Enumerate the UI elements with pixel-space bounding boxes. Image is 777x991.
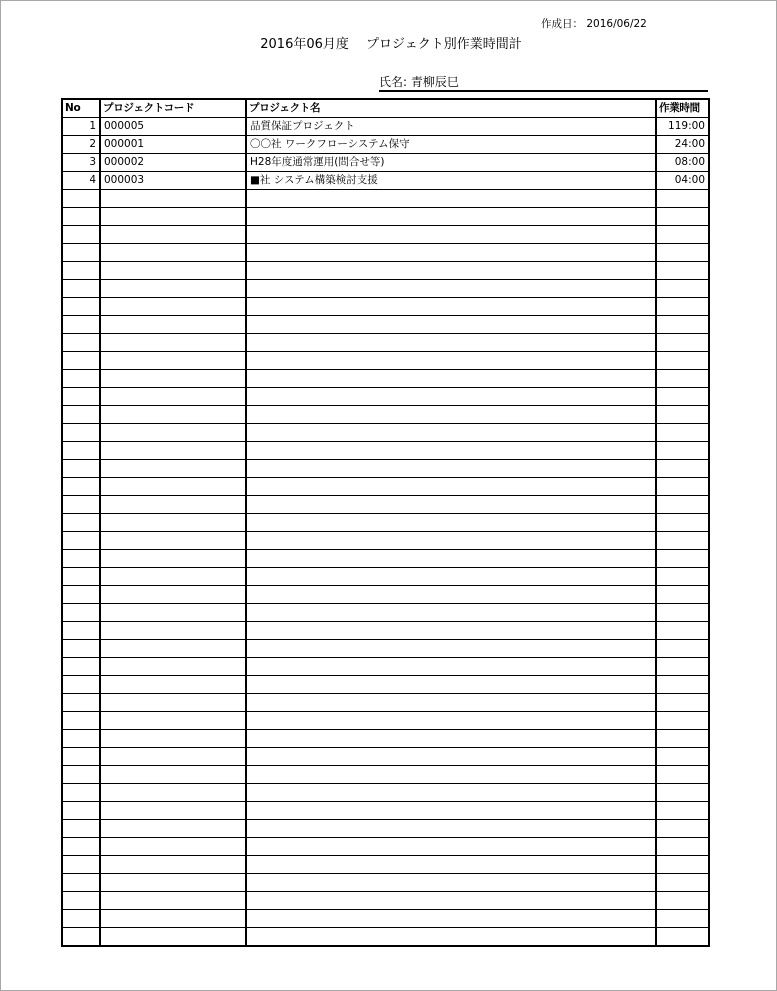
cell-work-hours [656,568,709,586]
cell-no [62,730,100,748]
empty-table-row [62,874,709,892]
cell-project-name [246,676,656,694]
cell-project-code: 000002 [100,154,246,172]
table-row [62,136,709,154]
cell-project-name [246,694,656,712]
cell-project-name [246,532,656,550]
cell-project-code [100,316,246,334]
cell-no [62,910,100,928]
employee-name-line [379,73,708,92]
cell-project-name [246,262,656,280]
cell-no [62,244,100,262]
empty-table-row [62,370,709,388]
empty-table-row [62,604,709,622]
cell-no [62,802,100,820]
cell-no [62,856,100,874]
cell-no [62,406,100,424]
cell-project-code [100,370,246,388]
cell-project-code [100,676,246,694]
cell-project-name [246,910,656,928]
cell-work-hours [656,928,709,946]
cell-no [62,586,100,604]
cell-project-name [246,874,656,892]
created-date-line [541,16,711,31]
cell-work-hours [656,226,709,244]
cell-work-hours [656,280,709,298]
cell-work-hours: 119:00 [656,118,709,136]
cell-work-hours [656,676,709,694]
empty-table-row [62,532,709,550]
cell-project-name [246,622,656,640]
project-hours-table [61,98,710,947]
cell-project-code [100,658,246,676]
cell-project-name: ■社 システム構築検討支援 [246,172,656,190]
cell-work-hours [656,892,709,910]
cell-project-name: 〇〇社 ワークフローシステム保守 [246,136,656,154]
cell-work-hours [656,550,709,568]
empty-table-row [62,802,709,820]
empty-table-row [62,478,709,496]
empty-table-row [62,244,709,262]
cell-project-name [246,838,656,856]
cell-work-hours [656,352,709,370]
cell-project-name [246,514,656,532]
cell-no [62,694,100,712]
empty-table-row [62,514,709,532]
cell-work-hours [656,208,709,226]
cell-project-name [246,784,656,802]
header-project-code: プロジェクトコード [100,99,246,118]
empty-table-row [62,424,709,442]
cell-no [62,478,100,496]
cell-project-code [100,334,246,352]
cell-no [62,226,100,244]
cell-project-code [100,496,246,514]
cell-project-code [100,208,246,226]
empty-table-row [62,262,709,280]
cell-project-code: 000005 [100,118,246,136]
cell-no [62,262,100,280]
cell-project-code [100,280,246,298]
cell-work-hours: 04:00 [656,172,709,190]
cell-project-code [100,226,246,244]
cell-no [62,874,100,892]
cell-project-name [246,712,656,730]
cell-project-name [246,730,656,748]
cell-project-name [246,460,656,478]
empty-table-row [62,856,709,874]
cell-project-code [100,550,246,568]
cell-project-code [100,604,246,622]
empty-table-row [62,766,709,784]
cell-work-hours [656,514,709,532]
cell-no [62,568,100,586]
cell-no [62,496,100,514]
cell-project-name [246,802,656,820]
table-body [62,118,709,946]
cell-work-hours [656,316,709,334]
cell-work-hours: 08:00 [656,154,709,172]
table-row [62,118,709,136]
cell-project-code [100,838,246,856]
empty-table-row [62,910,709,928]
cell-work-hours [656,910,709,928]
cell-project-name [246,244,656,262]
cell-no [62,334,100,352]
cell-project-name [246,640,656,658]
cell-project-code [100,784,246,802]
cell-no [62,676,100,694]
cell-project-code [100,730,246,748]
cell-no [62,388,100,406]
empty-table-row [62,226,709,244]
empty-table-row [62,928,709,946]
cell-work-hours [656,334,709,352]
cell-no [62,748,100,766]
cell-project-code [100,820,246,838]
cell-project-code [100,190,246,208]
cell-work-hours [656,802,709,820]
empty-table-row [62,550,709,568]
name-label: 氏名: [379,75,408,89]
cell-project-code [100,766,246,784]
header-project-name: プロジェクト名 [246,99,656,118]
report-title: 2016年06月度 プロジェクト別作業時間計 [260,37,522,52]
cell-project-code [100,514,246,532]
cell-work-hours [656,262,709,280]
cell-no [62,712,100,730]
cell-no [62,532,100,550]
cell-project-code [100,712,246,730]
cell-work-hours [656,424,709,442]
cell-no [62,658,100,676]
cell-project-name [246,406,656,424]
cell-work-hours [656,838,709,856]
cell-work-hours [656,874,709,892]
header-no: No [62,99,100,118]
cell-project-code [100,748,246,766]
cell-project-code [100,532,246,550]
cell-no [62,622,100,640]
cell-work-hours [656,244,709,262]
cell-work-hours [656,442,709,460]
cell-no [62,766,100,784]
cell-work-hours: 24:00 [656,136,709,154]
empty-table-row [62,622,709,640]
cell-project-name [246,820,656,838]
cell-project-name [246,226,656,244]
cell-project-name [246,280,656,298]
empty-table-row [62,406,709,424]
cell-project-code [100,388,246,406]
empty-table-row [62,334,709,352]
empty-table-row [62,496,709,514]
cell-no: 2 [62,136,100,154]
cell-project-name [246,388,656,406]
cell-no [62,442,100,460]
cell-project-name [246,496,656,514]
empty-table-row [62,658,709,676]
empty-table-row [62,352,709,370]
cell-project-name [246,658,656,676]
cell-no [62,190,100,208]
cell-project-name [246,748,656,766]
cell-project-name: H28年度通常運用(問合せ等) [246,154,656,172]
cell-project-name [246,190,656,208]
empty-table-row [62,676,709,694]
cell-no [62,640,100,658]
cell-project-name: 品質保証プロジェクト [246,118,656,136]
cell-project-code [100,568,246,586]
cell-no: 1 [62,118,100,136]
cell-work-hours [656,388,709,406]
cell-work-hours [656,748,709,766]
empty-table-row [62,820,709,838]
cell-work-hours [656,658,709,676]
cell-no [62,550,100,568]
cell-no [62,838,100,856]
cell-project-code [100,478,246,496]
cell-project-code [100,244,246,262]
cell-work-hours [656,298,709,316]
cell-project-code [100,352,246,370]
cell-no [62,280,100,298]
cell-no [62,370,100,388]
cell-work-hours [656,532,709,550]
created-label: 作成日： [541,18,583,30]
cell-work-hours [656,496,709,514]
cell-project-code: 000001 [100,136,246,154]
cell-project-code: 000003 [100,172,246,190]
cell-project-code [100,640,246,658]
cell-work-hours [656,640,709,658]
cell-no [62,460,100,478]
cell-project-code [100,928,246,946]
cell-no [62,892,100,910]
header-work-hours: 作業時間 [656,99,709,118]
cell-work-hours [656,478,709,496]
cell-project-name [246,604,656,622]
cell-no [62,316,100,334]
cell-work-hours [656,604,709,622]
cell-project-code [100,460,246,478]
cell-project-name [246,352,656,370]
empty-table-row [62,298,709,316]
cell-no [62,424,100,442]
cell-project-code [100,802,246,820]
empty-table-row [62,892,709,910]
table-row [62,172,709,190]
cell-project-name [246,550,656,568]
empty-table-row [62,316,709,334]
cell-no: 3 [62,154,100,172]
cell-project-name [246,766,656,784]
name-value: 青柳辰巳 [410,75,459,89]
cell-work-hours [656,370,709,388]
cell-no [62,298,100,316]
cell-project-name [246,424,656,442]
empty-table-row [62,442,709,460]
cell-work-hours [656,622,709,640]
cell-project-code [100,892,246,910]
cell-no [62,604,100,622]
cell-work-hours [656,730,709,748]
cell-project-code [100,694,246,712]
cell-work-hours [656,856,709,874]
cell-work-hours [656,586,709,604]
cell-project-code [100,262,246,280]
cell-project-code [100,406,246,424]
cell-project-name [246,478,656,496]
cell-project-name [246,316,656,334]
empty-table-row [62,694,709,712]
cell-no [62,820,100,838]
cell-project-name [246,208,656,226]
cell-project-code [100,298,246,316]
cell-project-name [246,586,656,604]
cell-no [62,928,100,946]
cell-work-hours [656,460,709,478]
empty-table-row [62,712,709,730]
cell-project-name [246,442,656,460]
empty-table-row [62,784,709,802]
cell-project-name [246,370,656,388]
empty-table-row [62,730,709,748]
cell-project-code [100,424,246,442]
cell-work-hours [656,694,709,712]
cell-work-hours [656,784,709,802]
empty-table-row [62,586,709,604]
empty-table-row [62,568,709,586]
cell-project-code [100,910,246,928]
cell-work-hours [656,820,709,838]
cell-no [62,208,100,226]
cell-work-hours [656,712,709,730]
cell-no [62,352,100,370]
cell-project-name [246,892,656,910]
cell-work-hours [656,406,709,424]
cell-no [62,784,100,802]
cell-project-code [100,622,246,640]
empty-table-row [62,388,709,406]
cell-no: 4 [62,172,100,190]
empty-table-row [62,748,709,766]
cell-project-name [246,928,656,946]
table-row [62,154,709,172]
created-date: 2016/06/22 [586,18,647,30]
cell-project-code [100,442,246,460]
cell-project-name [246,334,656,352]
empty-table-row [62,838,709,856]
cell-no [62,514,100,532]
table-header-row [62,99,709,118]
cell-work-hours [656,766,709,784]
empty-table-row [62,460,709,478]
cell-project-code [100,874,246,892]
empty-table-row [62,640,709,658]
cell-project-name [246,298,656,316]
cell-project-name [246,568,656,586]
cell-project-code [100,586,246,604]
empty-table-row [62,208,709,226]
empty-table-row [62,280,709,298]
empty-table-row [62,190,709,208]
cell-work-hours [656,190,709,208]
cell-project-code [100,856,246,874]
cell-project-name [246,856,656,874]
